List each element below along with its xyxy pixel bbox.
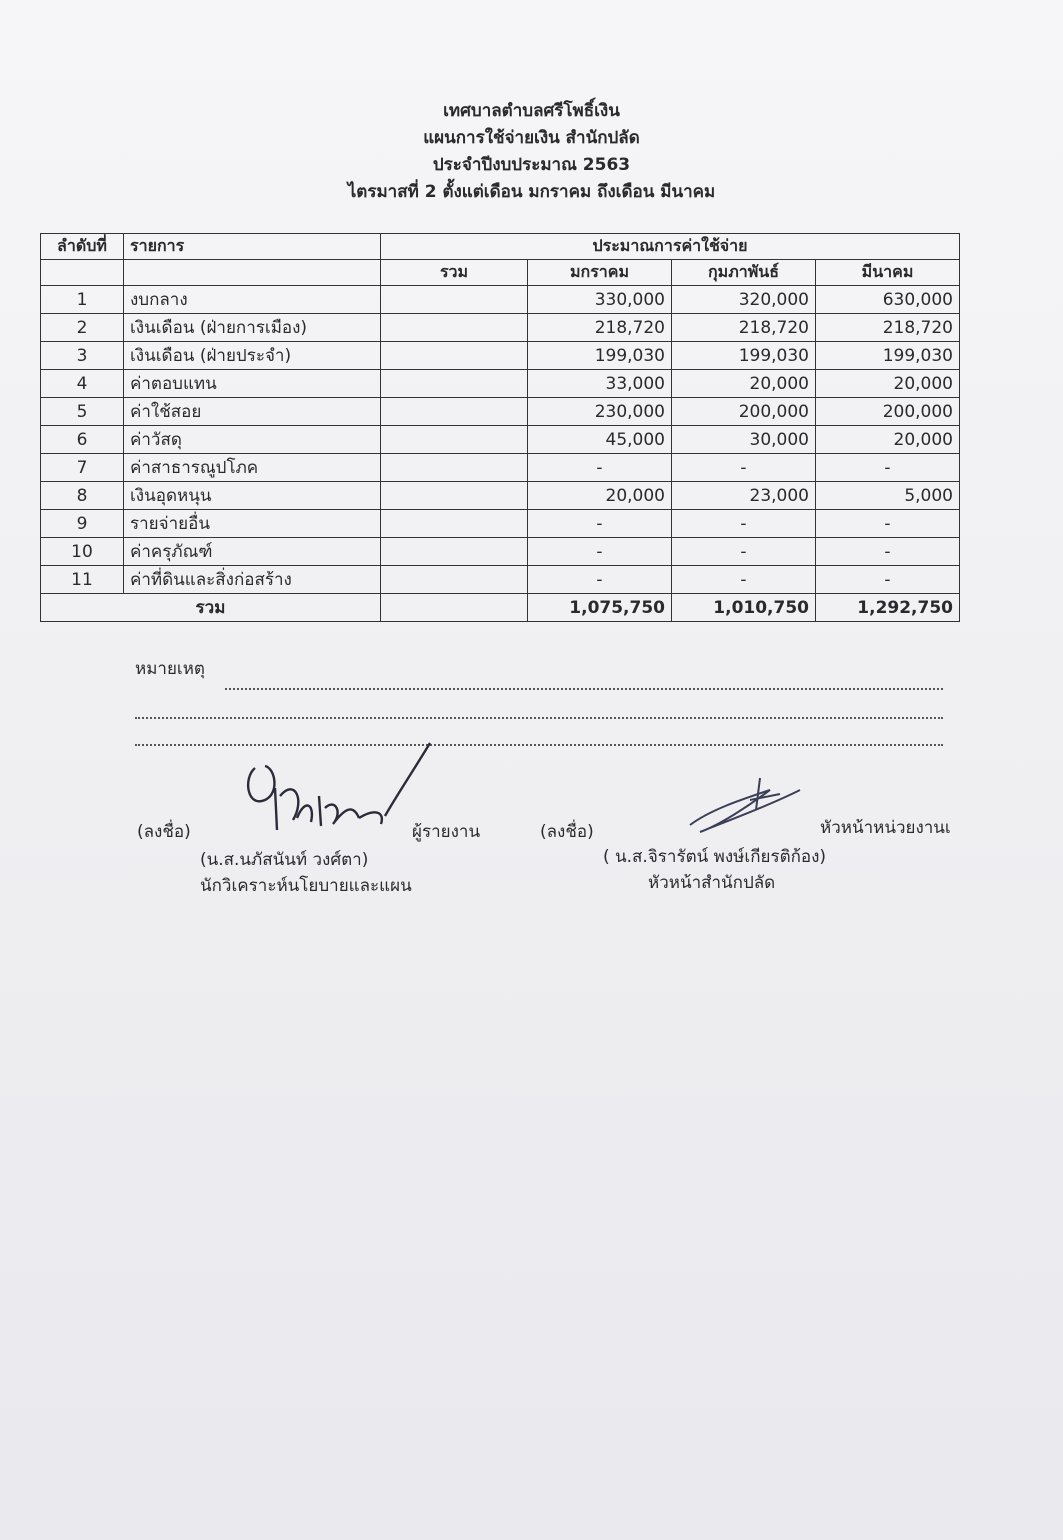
row-month-1: 45,000	[528, 426, 672, 454]
document-header	[0, 98, 1063, 206]
left-sign-label: (ลงชื่อ)	[137, 822, 191, 842]
row-month-2: -	[672, 566, 816, 594]
header-quarter: ไตรมาสที่ 2 ตั้งแต่เดือน มกราคม ถึงเดือน มีนาคม	[347, 182, 716, 202]
right-position: หัวหน้าสำนักปลัด	[648, 873, 776, 893]
row-month-3: 630,000	[816, 286, 960, 314]
table-row	[41, 398, 960, 426]
row-item: งบกลาง	[124, 286, 381, 314]
table-row	[41, 342, 960, 370]
row-item: ค่าใช้สอย	[124, 398, 381, 426]
header-plan: แผนการใช้จ่ายเงิน สำนักปลัด	[423, 128, 640, 148]
row-month-2: 20,000	[672, 370, 816, 398]
row-item: ค่าตอบแทน	[124, 370, 381, 398]
header-no: ลำดับที่	[41, 234, 124, 260]
row-no: 5	[41, 398, 124, 426]
row-total	[381, 286, 528, 314]
row-no: 3	[41, 342, 124, 370]
row-month-1: 330,000	[528, 286, 672, 314]
row-month-2: 218,720	[672, 314, 816, 342]
row-month-2: -	[672, 510, 816, 538]
row-month-3: -	[816, 566, 960, 594]
table-body	[41, 286, 960, 594]
right-name: ( น.ส.จิรารัตน์ พงษ์เกียรติก้อง)	[603, 847, 827, 867]
row-month-3: 20,000	[816, 370, 960, 398]
row-month-1: 230,000	[528, 398, 672, 426]
row-no: 11	[41, 566, 124, 594]
row-no: 4	[41, 370, 124, 398]
table-row	[41, 566, 960, 594]
right-sign-label: (ลงชื่อ)	[540, 822, 594, 842]
row-month-2: 200,000	[672, 398, 816, 426]
row-item: เงินเดือน (ฝ่ายการเมือง)	[124, 314, 381, 342]
header-item: รายการ	[124, 234, 381, 260]
row-item: รายจ่ายอื่น	[124, 510, 381, 538]
header-item-blank	[124, 260, 381, 286]
row-no: 10	[41, 538, 124, 566]
row-month-2: -	[672, 454, 816, 482]
row-total	[381, 482, 528, 510]
total-month-2: 1,010,750	[672, 594, 816, 622]
row-month-1: -	[528, 510, 672, 538]
header-org: เทศบาลตำบลศรีโพธิ์เงิน	[443, 101, 620, 121]
row-month-3: 199,030	[816, 342, 960, 370]
row-month-3: 20,000	[816, 426, 960, 454]
row-item: ค่าวัสดุ	[124, 426, 381, 454]
row-month-2: 23,000	[672, 482, 816, 510]
table-row	[41, 370, 960, 398]
table-total-row	[41, 594, 960, 622]
table-row	[41, 426, 960, 454]
row-total	[381, 426, 528, 454]
row-total	[381, 314, 528, 342]
row-total	[381, 566, 528, 594]
row-total	[381, 538, 528, 566]
remark-dotted-line-1	[225, 688, 943, 690]
row-month-1: -	[528, 538, 672, 566]
left-position: นักวิเคราะห์นโยบายและแผน	[200, 876, 412, 896]
row-month-2: 320,000	[672, 286, 816, 314]
row-month-3: -	[816, 510, 960, 538]
table-row	[41, 482, 960, 510]
row-month-3: 5,000	[816, 482, 960, 510]
header-estimate-group: ประมาณการค่าใช้จ่าย	[381, 234, 960, 260]
table-row	[41, 286, 960, 314]
table-header-row	[41, 234, 960, 260]
row-item: ค่าที่ดินและสิ่งก่อสร้าง	[124, 566, 381, 594]
row-no: 8	[41, 482, 124, 510]
row-no: 2	[41, 314, 124, 342]
row-month-3: -	[816, 538, 960, 566]
row-no: 1	[41, 286, 124, 314]
right-role: หัวหน้าหน่วยงานเ	[820, 818, 951, 838]
row-item: ค่าสาธารณูปโภค	[124, 454, 381, 482]
table-row	[41, 314, 960, 342]
table-row	[41, 510, 960, 538]
header-month-3: มีนาคม	[816, 260, 960, 286]
row-item: ค่าครุภัณฑ์	[124, 538, 381, 566]
row-month-1: -	[528, 566, 672, 594]
row-no: 6	[41, 426, 124, 454]
row-month-3: 200,000	[816, 398, 960, 426]
row-month-1: -	[528, 454, 672, 482]
row-month-1: 218,720	[528, 314, 672, 342]
remark-dotted-line-2	[135, 717, 943, 719]
row-month-2: 30,000	[672, 426, 816, 454]
left-signature-image	[235, 738, 435, 838]
row-month-3: -	[816, 454, 960, 482]
header-month-2: กุมภาพันธ์	[672, 260, 816, 286]
table-row	[41, 454, 960, 482]
row-month-3: 218,720	[816, 314, 960, 342]
total-month-1: 1,075,750	[528, 594, 672, 622]
remark-label: หมายเหตุ	[135, 659, 205, 679]
row-month-2: 199,030	[672, 342, 816, 370]
right-signature-image	[680, 770, 810, 840]
row-total	[381, 342, 528, 370]
row-month-1: 199,030	[528, 342, 672, 370]
row-total	[381, 370, 528, 398]
left-role: ผู้รายงาน	[412, 822, 481, 842]
budget-table	[40, 233, 960, 622]
row-item: เงินอุดหนุน	[124, 482, 381, 510]
table-row	[41, 538, 960, 566]
row-no: 9	[41, 510, 124, 538]
table-subheader-row	[41, 260, 960, 286]
total-sum	[381, 594, 528, 622]
row-month-1: 20,000	[528, 482, 672, 510]
header-no-blank	[41, 260, 124, 286]
header-fiscal-year: ประจำปีงบประมาณ 2563	[432, 155, 631, 175]
row-month-2: -	[672, 538, 816, 566]
total-label: รวม	[41, 594, 381, 622]
row-total	[381, 510, 528, 538]
total-month-3: 1,292,750	[816, 594, 960, 622]
row-total	[381, 398, 528, 426]
row-total	[381, 454, 528, 482]
header-total: รวม	[381, 260, 528, 286]
header-month-1: มกราคม	[528, 260, 672, 286]
left-name: (น.ส.นภัสนันท์ วงศ์ตา)	[200, 850, 369, 870]
row-no: 7	[41, 454, 124, 482]
row-item: เงินเดือน (ฝ่ายประจำ)	[124, 342, 381, 370]
row-month-1: 33,000	[528, 370, 672, 398]
